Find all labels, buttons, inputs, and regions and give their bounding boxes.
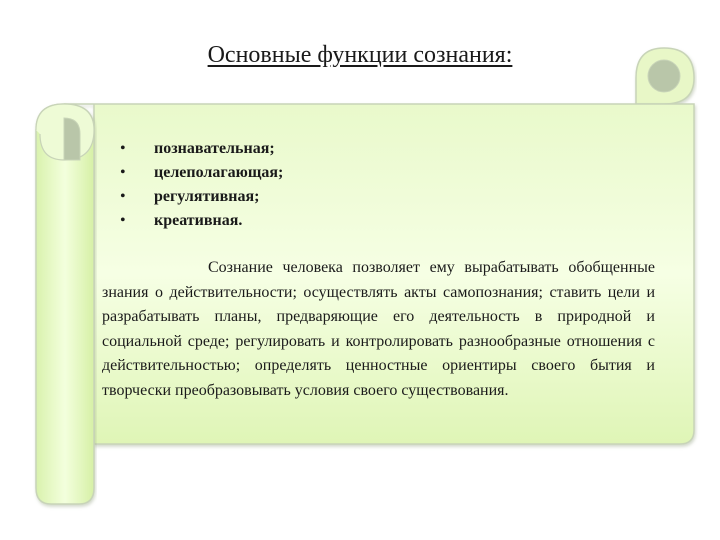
list-item: • познавательная;	[118, 137, 283, 161]
list-item: • регулятивная;	[118, 185, 283, 209]
list-item: • целеполагающая;	[118, 161, 283, 185]
bullet-icon: •	[120, 212, 126, 229]
page-title: Основные функции сознания:	[207, 42, 513, 68]
description-paragraph: Сознание человека позволяет ему вырабатывать обобщенные знания о действительности; осуществлять акты самопознания; ставить цели и разрабатывать планы, предваряющие его деятельность в природной и социальной среде; регулировать и контролировать разнообразные отношения с действительностью; определять ценностные ориентиры своего бытия и творчески преобразовывать условия своего существования.	[102, 259, 655, 399]
bullet-icon: •	[120, 164, 126, 181]
list-item: • креативная.	[118, 209, 283, 233]
left-roll	[36, 104, 94, 504]
functions-list	[118, 137, 283, 233]
bullet-icon: •	[120, 188, 126, 205]
bullet-icon: •	[120, 140, 126, 157]
left-curl-shadow	[64, 118, 80, 160]
